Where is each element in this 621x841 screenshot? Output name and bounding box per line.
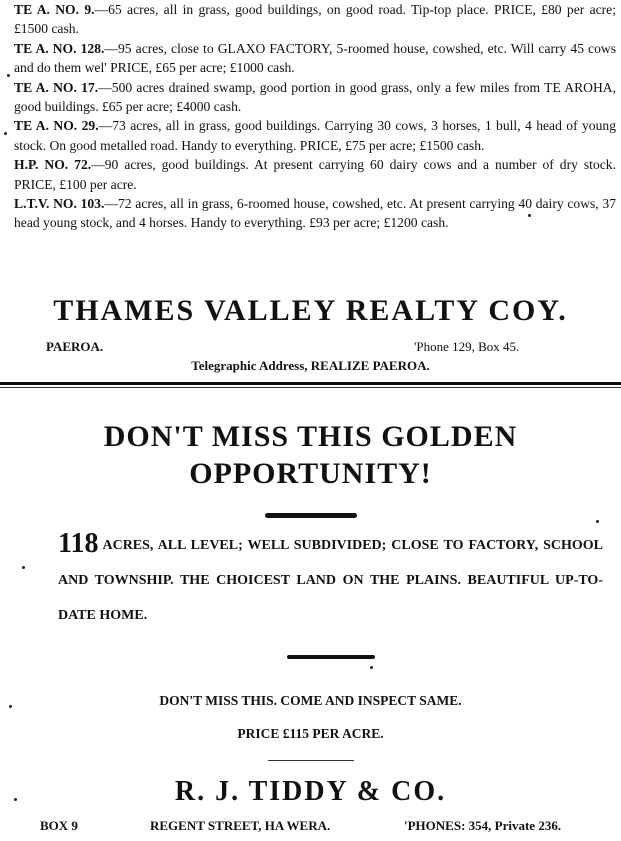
realty-telegraphic-address: Telegraphic Address, REALIZE PAEROA. <box>191 358 430 373</box>
listing-id: L.T.V. NO. 103. <box>14 196 105 212</box>
listing-text: —72 acres, all in grass, 6-roomed house, cowshed, etc. At present carrying 40 dairy cows, 37 head young stock, and 4 horses. Handy to everything. £93 per acre; £1200 cash. <box>14 196 617 231</box>
print-speck <box>528 214 531 217</box>
print-speck <box>14 798 17 801</box>
listing-ltv-103 <box>14 194 616 233</box>
headline-line-2: OPPORTUNITY! <box>189 457 432 490</box>
listing-te-a-17 <box>14 78 616 117</box>
listing-text: —90 acres, good buildings. At present carrying 60 dairy cows and a number of dry stock. PRICE, £100 per acre. <box>14 157 616 192</box>
section-divider-thin <box>0 387 621 388</box>
listing-id: TE A. NO. 29. <box>14 118 99 134</box>
section-divider <box>0 382 621 385</box>
print-speck <box>9 705 12 708</box>
advert-price: PRICE £115 PER ACRE. <box>237 726 384 741</box>
agent-name: R. J. TIDDY & CO. <box>174 776 447 807</box>
listing-hp-72 <box>14 155 616 194</box>
ornament-rule-small <box>287 655 375 659</box>
advert-headline <box>0 418 621 492</box>
short-divider <box>268 760 354 761</box>
realty-company-name: THAMES VALLEY REALTY COY. <box>53 294 568 327</box>
ornament-rule <box>265 513 357 518</box>
listing-te-a-9 <box>14 0 616 39</box>
listing-text: —95 acres, close to GLAXO FACTORY, 5-roomed house, cowshed, etc. Will carry 45 cows and do them wel' PRICE, £65 per acre; £1000 cash. <box>14 40 616 76</box>
listing-id: TE A. NO. 128. <box>14 40 105 56</box>
listing-te-a-29 <box>14 116 616 155</box>
listing-text: —500 acres drained swamp, good portion in good grass, only a few miles from TE AROHA, good buildings. £65 per acre; £4000 cash. <box>14 79 617 115</box>
listing-id: H.P. NO. 72. <box>14 157 92 173</box>
agent-street: REGENT STREET, HA WERA. <box>150 818 331 833</box>
headline-line-1: DON'T MISS THIS GOLDEN <box>103 420 518 453</box>
advert-body <box>58 526 603 633</box>
print-speck <box>22 566 25 569</box>
realty-town: PAEROA. <box>46 339 104 354</box>
listing-id: TE A. NO. 9. <box>14 2 95 17</box>
realty-phone: 'Phone 129, Box 45. <box>414 339 520 354</box>
property-listings <box>14 0 616 233</box>
advert-body-text: ACRES, ALL LEVEL; WELL SUBDIVIDED; CLOSE TO FACTORY, SCHOOL AND TOWNSHIP. THE CHOICEST LAND ON THE PLAINS. BEAUTIFUL UP-TO-DATE HOME. <box>58 538 603 623</box>
print-speck <box>7 74 10 77</box>
print-speck <box>370 666 373 669</box>
agent-phones: 'PHONES: 354, Private 236. <box>404 818 562 833</box>
print-speck <box>4 132 7 135</box>
listing-id: TE A. NO. 17. <box>14 79 99 95</box>
listing-te-a-128 <box>14 39 616 78</box>
acres-number: 118 <box>58 528 99 559</box>
print-speck <box>596 520 599 523</box>
agent-box: BOX 9 <box>40 818 78 833</box>
listing-text: —65 acres, all in grass, good buildings, on good road. Tip-top place. PRICE, £80 per acre; £1500 cash. <box>14 2 616 37</box>
advert-call-to-action: DON'T MISS THIS. COME AND INSPECT SAME. <box>159 693 462 708</box>
listing-text: —73 acres, all in grass, good buildings. Carrying 30 cows, 3 horses, 1 bull, 4 head of young stock. On good metalled road. Handy to everything. PRICE, £75 per acre; £1500 cash. <box>14 118 616 153</box>
